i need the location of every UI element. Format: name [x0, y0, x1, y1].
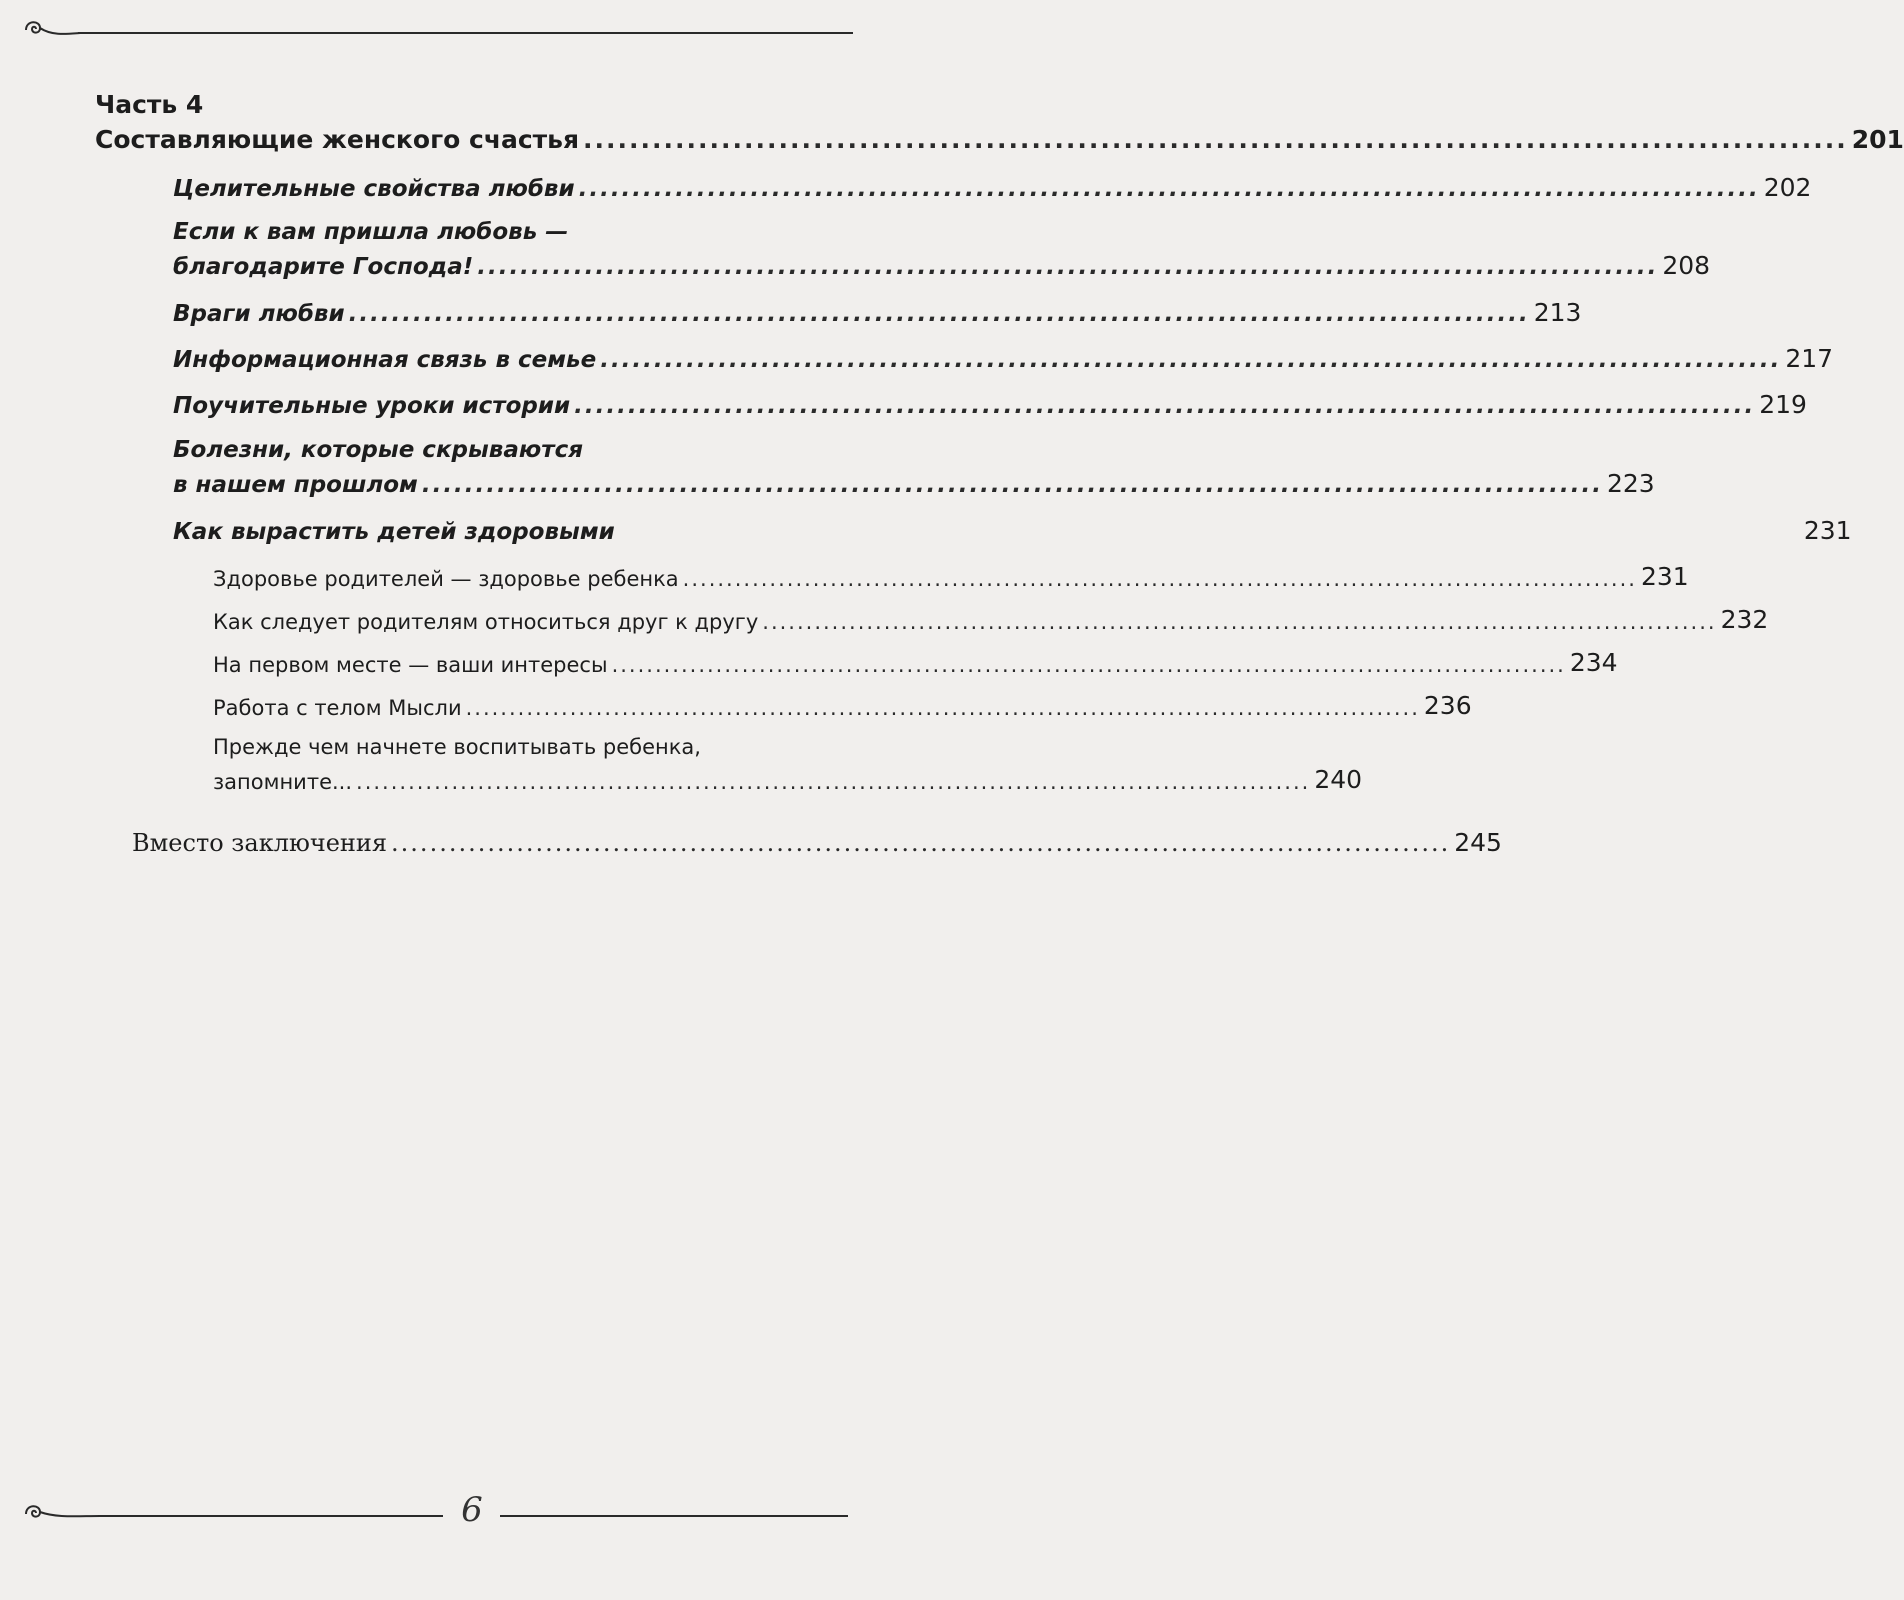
- toc-page-number: 232: [1720, 605, 1769, 634]
- toc-page-number: 208: [1662, 251, 1711, 280]
- toc-entry-row[interactable]: [173, 173, 1812, 202]
- toc-subentry-label-line2: запомните...: [213, 770, 353, 794]
- leader-dots: ..............................................................................................................: [574, 393, 1756, 419]
- toc-conclusion-label: Вместо заключения: [132, 829, 388, 857]
- part-heading: Часть 4: [95, 90, 204, 119]
- toc-subentry-label: Работа с телом Мысли: [213, 696, 462, 720]
- bottom-rule-left: [98, 1515, 443, 1517]
- leader-dots: ..............................................................................................................: [611, 653, 1566, 677]
- toc-page-number: 231: [1640, 562, 1689, 591]
- toc-entry-label: Целительные свойства любви: [173, 176, 575, 202]
- toc-page-number: 217: [1785, 344, 1834, 373]
- toc-entry-label: Как вырастить детей здоровыми: [173, 519, 615, 545]
- toc-page-number: 223: [1606, 469, 1655, 498]
- toc-entry-multiline[interactable]: [173, 437, 1655, 498]
- bottom-ornament-swirl-icon: [22, 1500, 102, 1530]
- toc-entry-label-line2: благодарите Господа!: [173, 254, 474, 280]
- leader-dots: ..............................................................................................................: [465, 696, 1420, 720]
- toc-chapter-label: Составляющие женского счастья: [95, 125, 580, 154]
- toc-entry-row[interactable]: [173, 344, 1834, 373]
- leader-dots: ..............................................................................................................: [421, 472, 1603, 498]
- toc-entry-multiline[interactable]: [173, 219, 1711, 280]
- toc-page-number: 202: [1763, 173, 1812, 202]
- toc-entry-label-line2: в нашем прошлом: [173, 472, 418, 498]
- page-number-folio: 6: [461, 1490, 483, 1530]
- leader-dots: ..............................................................................................................: [583, 125, 1848, 154]
- toc-subentry-label: Здоровье родителей — здоровье ребенка: [213, 567, 679, 591]
- toc-page-number: 201: [1851, 125, 1904, 154]
- toc-entry-row[interactable]: [173, 516, 1852, 545]
- top-rule: [78, 32, 853, 34]
- toc-subentry-row[interactable]: [213, 691, 1472, 720]
- leader-dots: ..............................................................................................................: [762, 610, 1717, 634]
- toc-subentry-label: Как следует родителям относиться друг к другу: [213, 610, 759, 634]
- toc-subentry-multiline[interactable]: [213, 735, 1363, 794]
- leader-dots: ..............................................................................................................: [600, 347, 1782, 373]
- leader-dots: ..............................................................................................................: [348, 301, 1530, 327]
- leader-dots: ..............................................................................................................: [356, 770, 1311, 794]
- toc-entry-row[interactable]: [173, 298, 1582, 327]
- toc-page-number: 245: [1454, 828, 1502, 857]
- leader-dots: ..............................................................................................................: [477, 254, 1659, 280]
- toc-page-number: 231: [1803, 516, 1852, 545]
- toc-entry-label: Поучительные уроки истории: [173, 393, 571, 419]
- toc-page-number: 236: [1423, 691, 1472, 720]
- toc-chapter-row[interactable]: [95, 125, 1904, 154]
- toc-entry-row[interactable]: [173, 390, 1807, 419]
- toc-page-number: 213: [1533, 298, 1582, 327]
- leader-dots: ..............................................................................................................: [578, 176, 1760, 202]
- toc-subentry-label-line1: Прежде чем начнете воспитывать ребенка,: [213, 735, 701, 759]
- toc-subentry-label: На первом месте — ваши интересы: [213, 653, 608, 677]
- toc-page-number: 240: [1314, 765, 1363, 794]
- toc-subentry-row[interactable]: [213, 648, 1618, 677]
- toc-entry-label-line1: Если к вам пришла любовь —: [173, 219, 569, 245]
- toc-subentry-row[interactable]: [213, 605, 1769, 634]
- toc-entry-label-line1: Болезни, которые скрываются: [173, 437, 583, 463]
- toc-page-number: 234: [1569, 648, 1618, 677]
- toc-entry-label: Враги любви: [173, 301, 345, 327]
- toc-page-number: 219: [1759, 390, 1807, 419]
- bottom-rule-right: [500, 1515, 848, 1517]
- leader-dots: ..............................................................................................................: [391, 829, 1451, 857]
- toc-conclusion-row[interactable]: [132, 828, 1502, 857]
- toc-subentry-row[interactable]: [213, 562, 1689, 591]
- toc-entry-label: Информационная связь в семье: [173, 347, 597, 373]
- leader-dots: ..............................................................................................................: [682, 567, 1637, 591]
- top-ornament-swirl-icon: [22, 14, 82, 44]
